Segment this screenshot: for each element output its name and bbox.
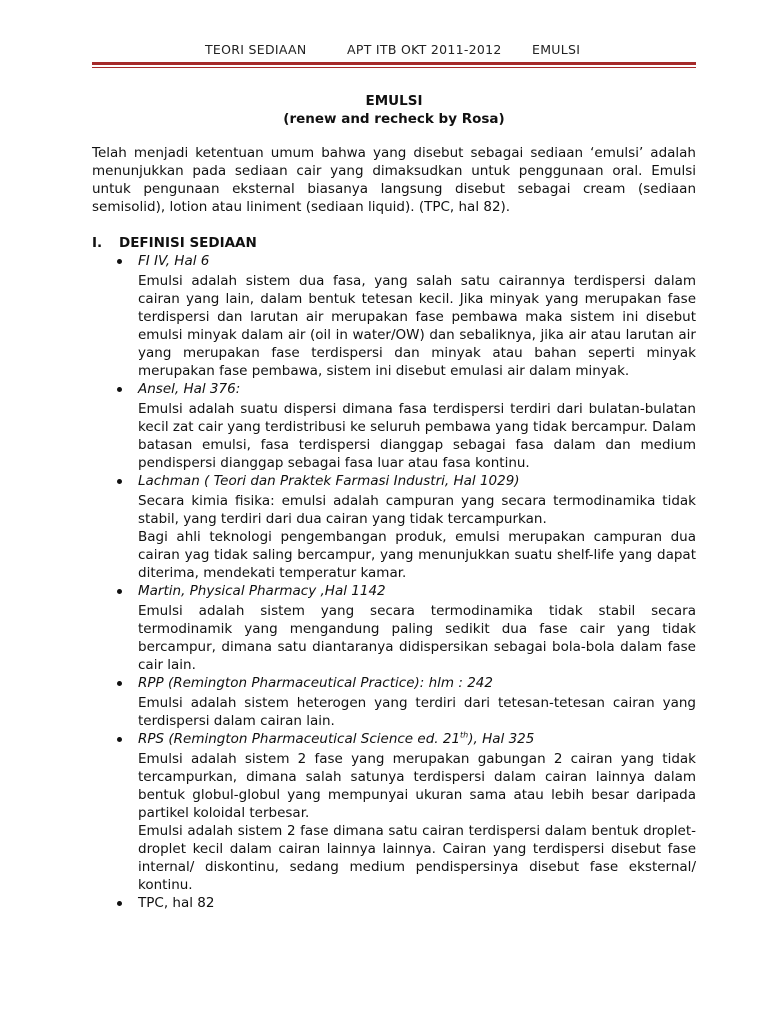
page-subtitle: (renew and recheck by Rosa) [283,111,505,127]
list-item [117,252,696,380]
list-item [117,472,696,582]
definition-text: Bagi ahli teknologi pengembangan produk, emulsi merupakan campuran dua cairan yag tidak saling bercampur, yang menunjukkan suatu shelf-life yang dapat diterima, mendekati temperatur kamar. [138,529,696,581]
definition-text: Emulsi adalah sistem 2 fase yang merupakan gabungan 2 cairan yang tidak tercampurkan, dimana salah satunya terdispersi dalam cairan lainnya dalam bentuk globul-globul yang mempunyai ukuran sama atau lebih besar daripada partikel koloidal terbesar. [138,751,696,821]
section-number: I. [92,235,103,251]
bullet-icon [117,479,122,484]
source-citation: Lachman ( Teori dan Praktek Farmasi Industri, Hal 1029) [138,473,520,489]
page-title: EMULSI [365,93,423,109]
bullet-icon [117,737,122,742]
header-rule-thin [92,67,696,68]
title-block [92,92,696,128]
header-left: TEORI SEDIAAN [205,42,307,57]
definition-text: Secara kimia fisika: emulsi adalah campuran yang secara termodinamika tidak stabil, yang terdiri dari dua cairan yang tidak tercampurkan. [138,493,696,527]
list-item [117,674,696,730]
list-item [117,582,696,674]
source-citation: FI IV, Hal 6 [138,253,210,269]
section-definisi [92,234,696,914]
section-title: DEFINISI SEDIAAN [119,235,257,251]
bullet-icon [117,901,122,906]
header-middle: APT ITB OKT 2011-2012 [347,42,502,57]
bullet-icon [117,387,122,392]
definition-text: Emulsi adalah sistem 2 fase dimana satu cairan terdispersi dalam bentuk droplet-droplet kecil dalam cairan lainnya lainnya. Cairan yang terdispersi disebut fase internal/ diskontinu, sedang medium pendispersinya disebut fase eksternal/ kontinu. [138,823,696,893]
definition-text: Emulsi adalah sistem heterogen yang terdiri dari tetesan-tetesan cairan yang terdispersi dalam cairan lain. [138,695,696,729]
source-suffix: ), Hal 325 [468,731,535,747]
source-citation: RPP (Remington Pharmaceutical Practice): hlm : 242 [138,675,493,691]
source-citation: Martin, Physical Pharmacy ,Hal 1142 [138,583,386,599]
bullet-icon [117,589,122,594]
definition-text: Emulsi adalah sistem dua fasa, yang salah satu cairannya terdispersi dalam cairan yang lain, dalam bentuk tetesan kecil. Jika minyak yang merupakan fase terdispersi dan larutan air merupakan fase pembawa maka sistem ini disebut emulsi minyak dalam air (oil in water/OW) dan sebaliknya, jika air atau larutan air yang merupakan fase terdispersi dan minyak atau bahan seperti minyak merupakan fase pembawa, sistem ini disebut emulasi air dalam minyak. [138,273,696,379]
definition-text: Emulsi adalah sistem yang secara termodinamika tidak stabil secara termodinamik yang mengandung paling sedikit dua fase cair yang tidak bercampur, dimana satu diantaranya didispersikan sebagai bola-bola dalam fase cair lain. [138,603,696,673]
definition-text: Emulsi adalah suatu dispersi dimana fasa terdispersi terdiri dari bulatan-bulatan kecil zat cair yang terdistribusi ke seluruh pembawa yang tidak bercampur. Dalam batasan emulsi, fasa terdispersi dianggap sebagai fasa dalam dan medium pendispersi dianggap sebagai fasa luar atau fasa kontinu. [138,401,696,471]
list-item [117,730,696,894]
source-prefix: RPS (Remington Pharmaceutical Science ed. 21 [138,731,461,747]
bullet-icon [117,681,122,686]
section-heading [92,234,696,252]
list-item [117,894,696,912]
bullet-icon [117,259,122,264]
source-superscript: th [460,730,469,740]
list-item [117,380,696,472]
header-rule-thick [92,62,696,65]
intro-paragraph: Telah menjadi ketentuan umum bahwa yang disebut sebagai sediaan ‘emulsi’ adalah menunjukkan pada sediaan cair yang dimaksudkan untuk penggunaan oral. Emulsi untuk pengunaan eksternal biasanya langsung disebut sebagai cream (sediaan semisolid), lotion atau liniment (sediaan liquid). (TPC, hal 82). [92,145,696,215]
source-citation [138,730,696,748]
definition-list [92,252,696,912]
source-citation: Ansel, Hal 376: [138,381,241,397]
header-right: EMULSI [532,42,581,57]
source-citation: TPC, hal 82 [138,895,215,911]
